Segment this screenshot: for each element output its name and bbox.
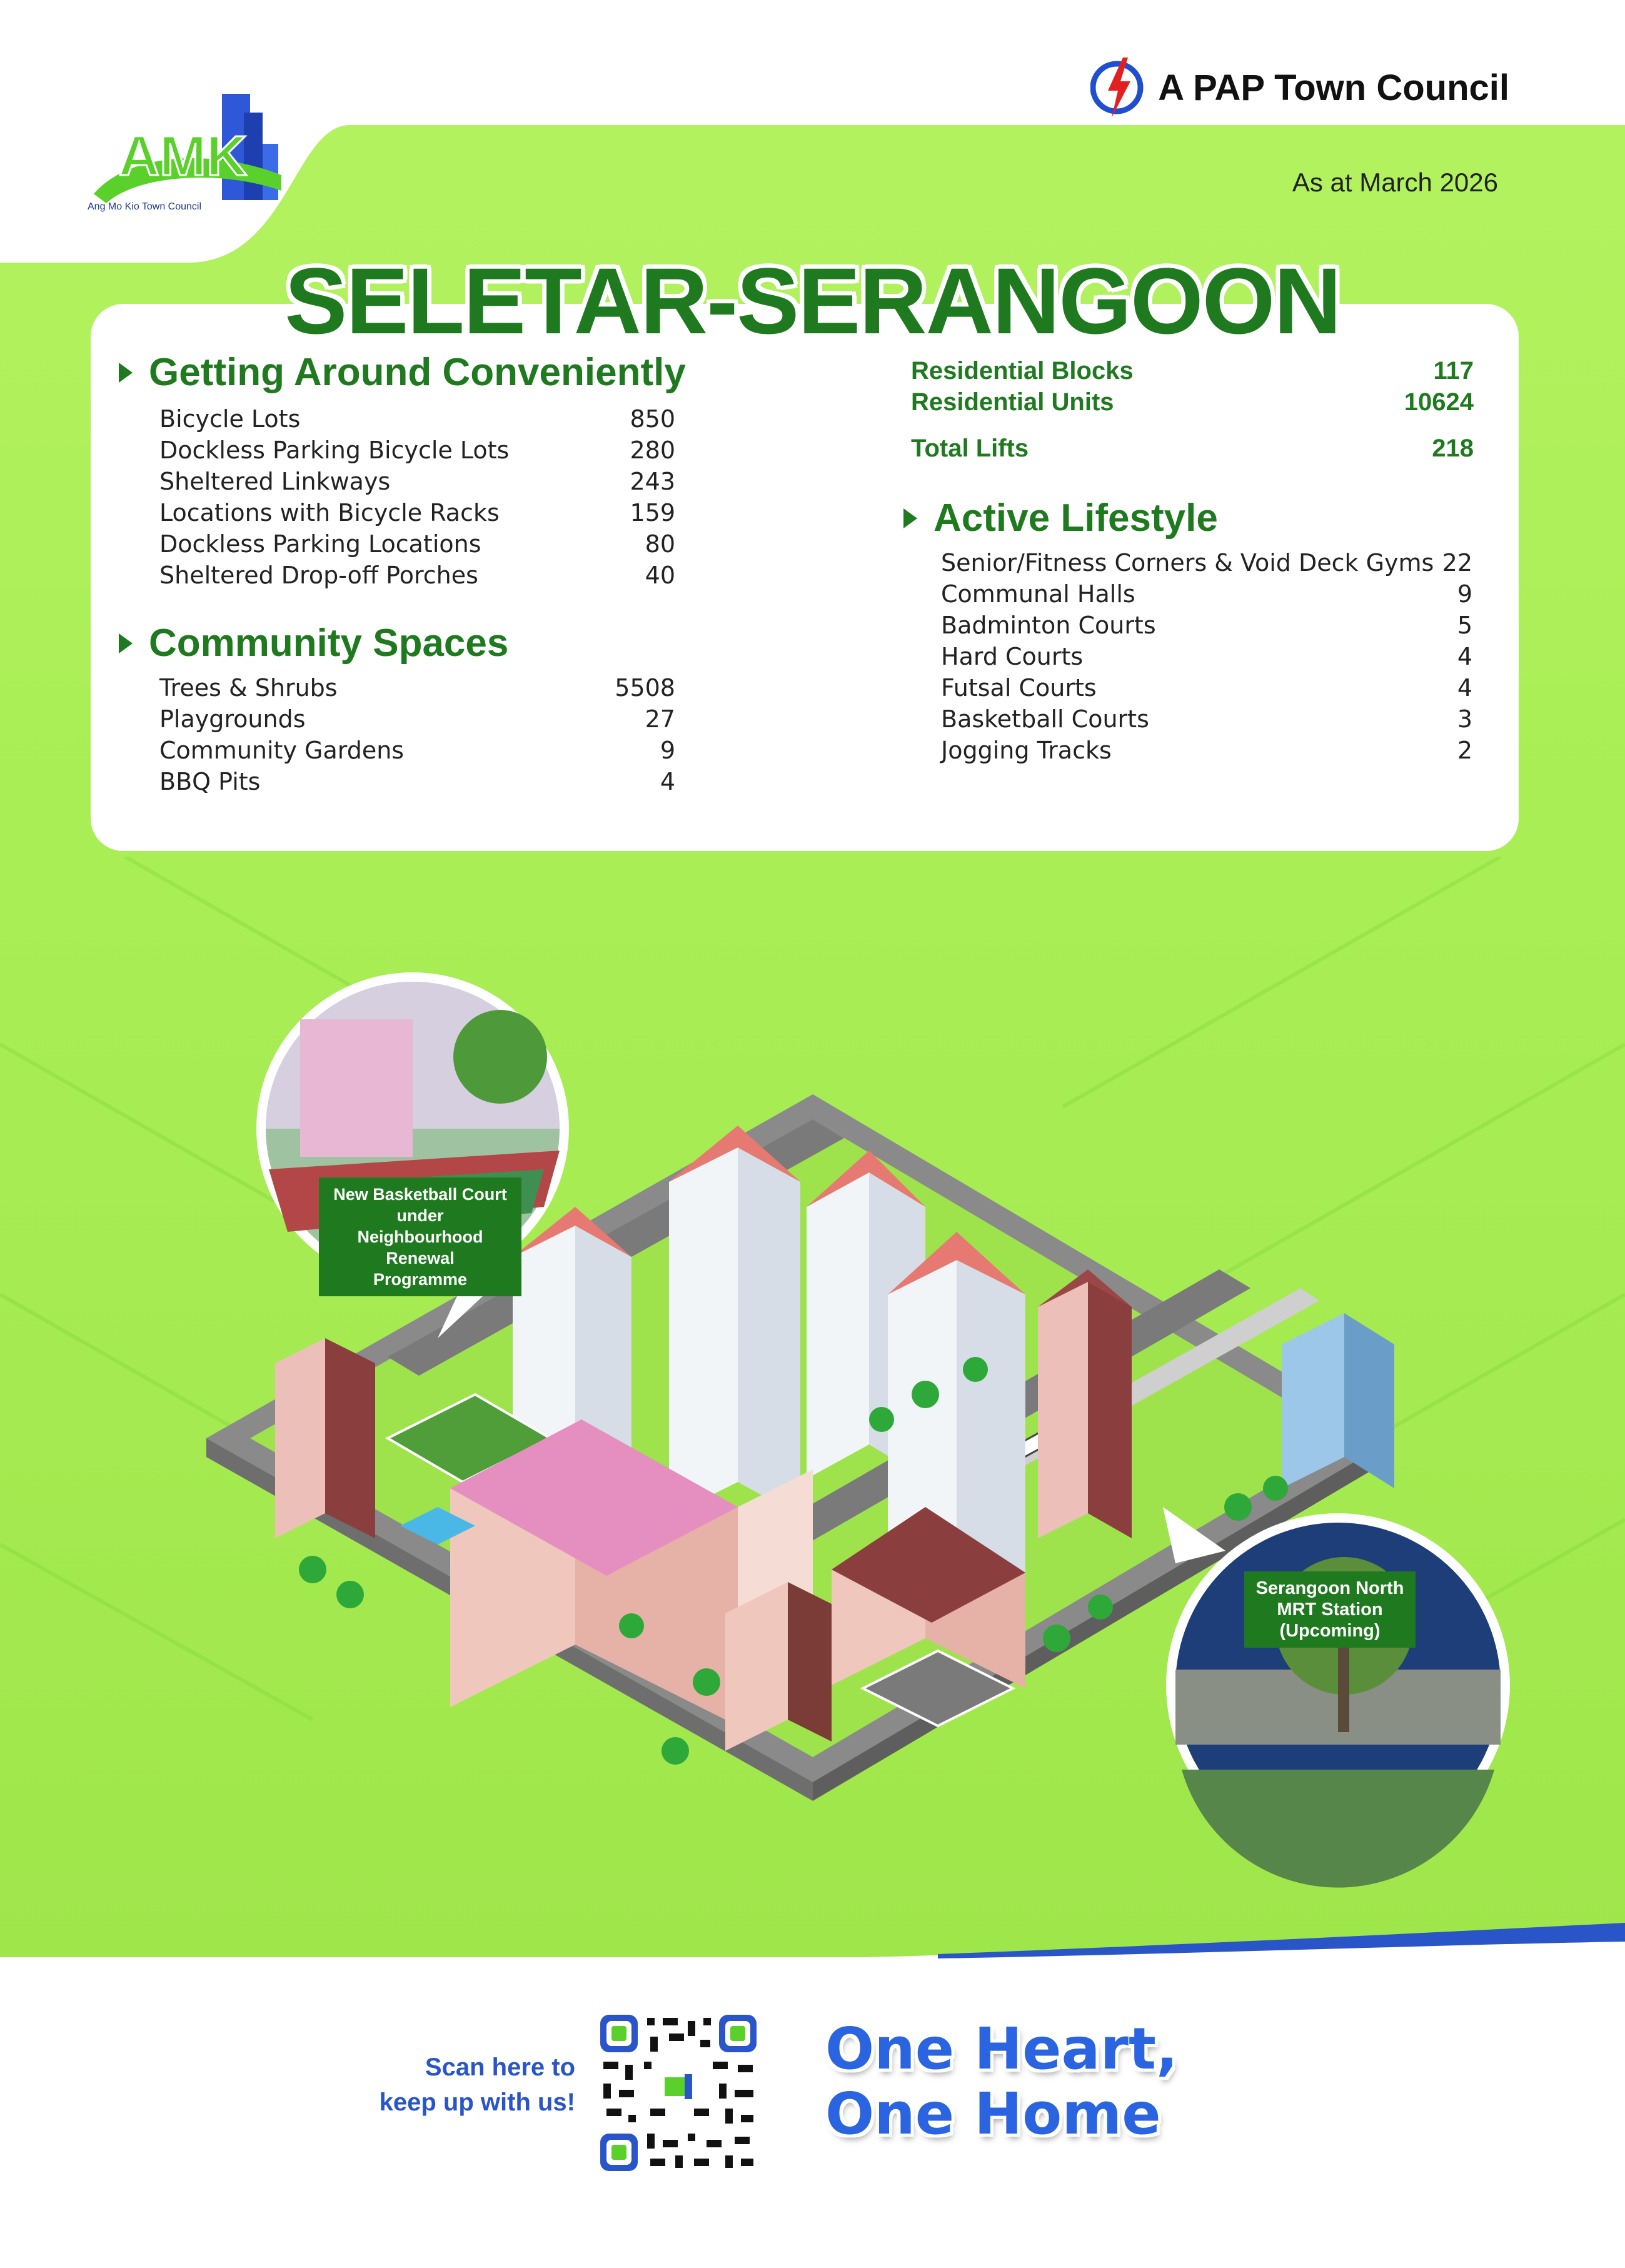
list-item: Residential Blocks 117 <box>911 357 1474 385</box>
section-heading-getting-around <box>119 350 686 395</box>
svg-text:AMK: AMK <box>119 125 247 188</box>
list-item: Residential Units 10624 <box>911 388 1474 416</box>
list-item: Community Gardens 9 <box>159 737 675 764</box>
amk-town-council-logo <box>81 81 288 219</box>
page-title: SELETAR-SERANGOON <box>284 248 1341 353</box>
list-item: Senior/Fitness Corners & Void Deck Gyms 22 <box>941 549 1472 577</box>
triangle-bullet-icon <box>119 633 133 653</box>
section-heading-text: Active Lifestyle <box>933 496 1218 540</box>
list-item: Dockless Parking Bicycle Lots 280 <box>159 436 675 464</box>
estate-illustration <box>0 857 1625 1957</box>
as-at-date: As at March 2026 <box>1292 168 1498 197</box>
triangle-bullet-icon <box>903 508 917 528</box>
list-item: Jogging Tracks 2 <box>941 737 1472 764</box>
list-item: Locations with Bicycle Racks 159 <box>159 499 675 527</box>
list-item: Trees & Shrubs 5508 <box>159 674 675 702</box>
section-heading-community-spaces <box>119 621 508 665</box>
basketball-court-caption: New Basketball Court under Neighbourhood Renewal Programme <box>319 1177 521 1296</box>
list-item: Sheltered Linkways 243 <box>159 468 675 495</box>
slogan: One Heart, One Home <box>825 2015 1178 2147</box>
list-item: Dockless Parking Locations 80 <box>159 530 675 558</box>
total-lifts-row: Total Lifts 218 <box>911 435 1474 462</box>
logo-caption: Ang Mo Kio Town Council <box>88 201 202 212</box>
list-item: Bicycle Lots 850 <box>159 405 675 433</box>
pap-badge <box>1090 56 1509 119</box>
list-item: BBQ Pits 4 <box>159 768 675 795</box>
mrt-station-caption: Serangoon North MRT Station (Upcoming) <box>1244 1571 1416 1648</box>
footer-wave <box>0 1907 1625 1995</box>
section-heading-text: Getting Around Conveniently <box>149 351 686 394</box>
list-item: Basketball Courts 3 <box>941 705 1472 733</box>
list-item: Playgrounds 27 <box>159 705 675 733</box>
list-item: Communal Halls 9 <box>941 580 1472 608</box>
list-item: Futsal Courts 4 <box>941 674 1472 702</box>
active-lifestyle-list <box>941 547 1472 766</box>
list-item: Sheltered Drop-off Porches 40 <box>159 562 675 589</box>
pap-label: A PAP Town Council <box>1158 67 1509 108</box>
scan-prompt: Scan here to keep up with us! <box>379 2054 575 2116</box>
list-item: Badminton Courts 5 <box>941 612 1472 639</box>
getting-around-list <box>159 403 675 591</box>
community-spaces-list <box>159 672 675 797</box>
footer-band <box>0 1957 1625 2268</box>
list-item: Hard Courts 4 <box>941 643 1472 670</box>
triangle-bullet-icon <box>119 363 133 383</box>
qr-code[interactable] <box>600 2015 757 2171</box>
section-heading-active-lifestyle <box>903 496 1218 540</box>
residential-stats <box>911 355 1474 464</box>
pap-lightning-icon <box>1090 56 1147 119</box>
section-heading-text: Community Spaces <box>149 622 509 665</box>
